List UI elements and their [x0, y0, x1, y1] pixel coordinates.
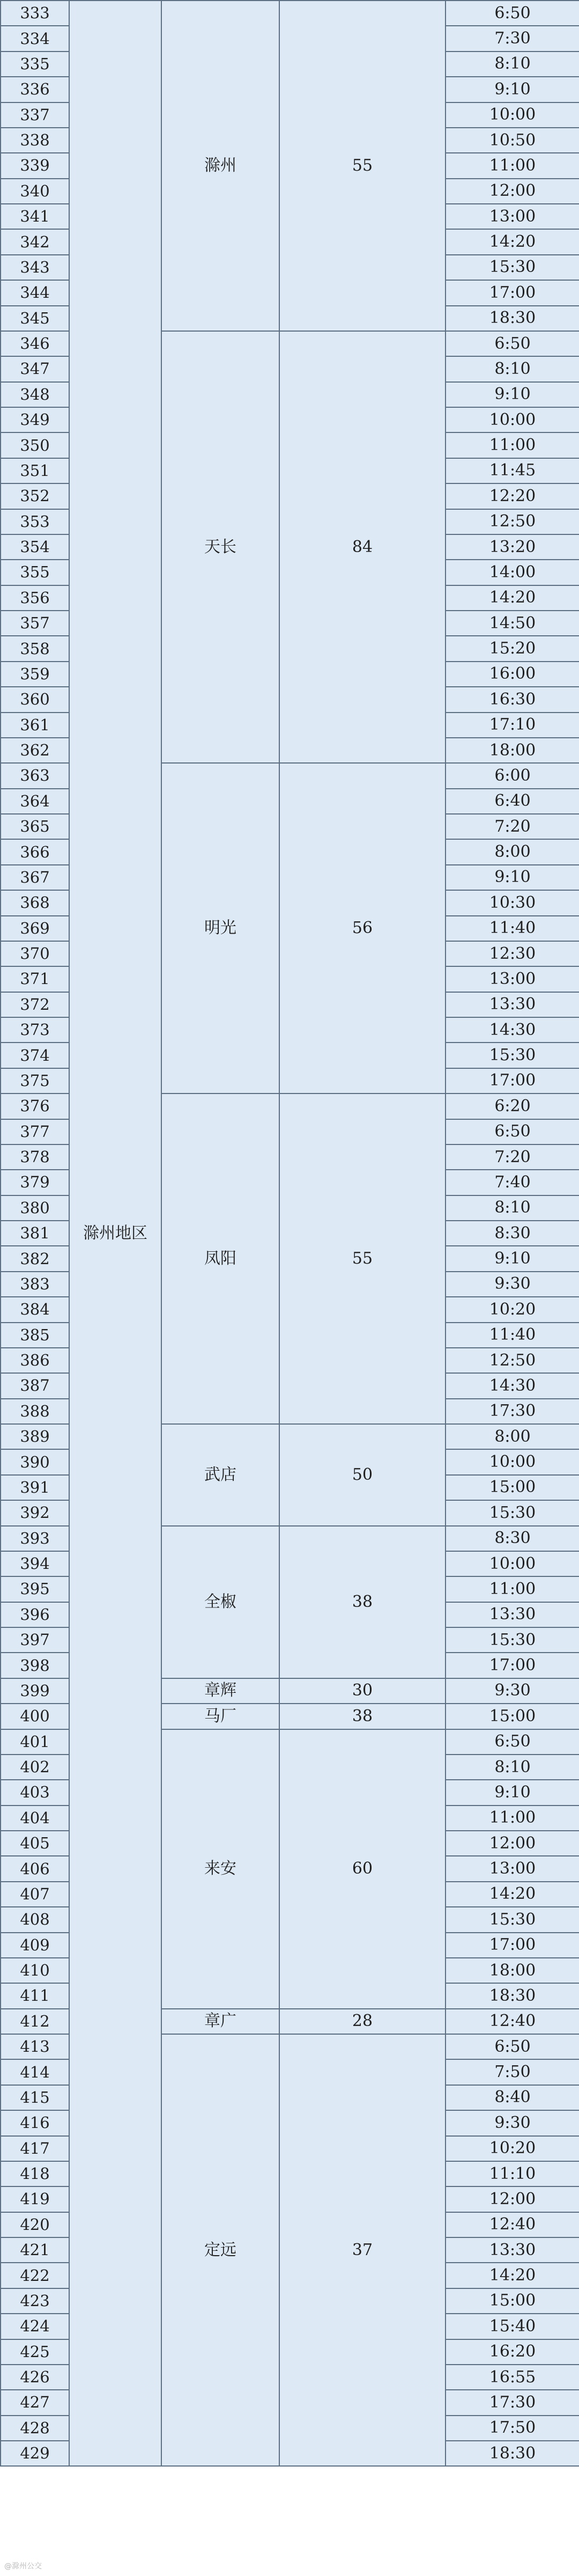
departure-time-cell: 15:00 — [446, 1475, 579, 1500]
route-number-cell: 364 — [1, 789, 69, 814]
route-number-cell: 361 — [1, 713, 69, 738]
route-number-cell: 402 — [1, 1755, 69, 1780]
departure-time-cell: 10:00 — [446, 102, 579, 128]
route-number-cell: 363 — [1, 763, 69, 788]
departure-time-cell: 17:30 — [446, 2390, 579, 2415]
route-number-cell: 336 — [1, 77, 69, 102]
departure-time-cell: 12:40 — [446, 2212, 579, 2237]
departure-time-cell: 11:00 — [446, 1576, 579, 1602]
route-number-cell: 372 — [1, 992, 69, 1017]
route-number-cell: 368 — [1, 890, 69, 915]
route-number-cell: 419 — [1, 2186, 69, 2212]
route-number-cell: 360 — [1, 687, 69, 712]
departure-time-cell: 12:00 — [446, 179, 579, 204]
route-number-cell: 403 — [1, 1780, 69, 1805]
route-number-cell: 342 — [1, 229, 69, 254]
fare-cell: 55 — [279, 1093, 446, 1424]
route-number-cell: 356 — [1, 585, 69, 611]
route-number-cell: 355 — [1, 560, 69, 585]
departure-time-cell: 9:30 — [446, 1272, 579, 1297]
route-number-cell: 376 — [1, 1093, 69, 1119]
route-number-cell: 420 — [1, 2212, 69, 2237]
departure-time-cell: 9:10 — [446, 1780, 579, 1805]
route-number-cell: 345 — [1, 306, 69, 331]
departure-time-cell: 15:00 — [446, 2288, 579, 2314]
departure-time-cell: 18:30 — [446, 306, 579, 331]
route-number-cell: 347 — [1, 356, 69, 381]
departure-time-cell: 18:30 — [446, 1983, 579, 2008]
route-number-cell: 371 — [1, 966, 69, 992]
route-number-cell: 404 — [1, 1806, 69, 1831]
departure-time-cell: 14:30 — [446, 1373, 579, 1398]
departure-time-cell: 13:00 — [446, 1856, 579, 1881]
destination-cell: 天长 — [161, 331, 279, 763]
departure-time-cell: 8:10 — [446, 52, 579, 77]
departure-time-cell: 8:10 — [446, 1755, 579, 1780]
departure-time-cell: 10:20 — [446, 1297, 579, 1322]
departure-time-cell: 11:45 — [446, 458, 579, 483]
departure-time-cell: 18:00 — [446, 738, 579, 763]
departure-time-cell: 13:30 — [446, 992, 579, 1017]
route-number-cell: 424 — [1, 2314, 69, 2339]
route-number-cell: 333 — [1, 1, 69, 26]
route-number-cell: 387 — [1, 1373, 69, 1398]
destination-cell: 马厂 — [161, 1704, 279, 1729]
route-number-cell: 411 — [1, 1983, 69, 2008]
route-number-cell: 359 — [1, 662, 69, 687]
fare-cell: 38 — [279, 1526, 446, 1678]
departure-time-cell: 6:40 — [446, 789, 579, 814]
route-number-cell: 429 — [1, 2441, 69, 2466]
departure-time-cell: 16:30 — [446, 687, 579, 712]
route-number-cell: 375 — [1, 1068, 69, 1093]
departure-time-cell: 15:30 — [446, 1500, 579, 1525]
route-number-cell: 366 — [1, 839, 69, 864]
route-number-cell: 421 — [1, 2237, 69, 2263]
departure-time-cell: 16:20 — [446, 2339, 579, 2365]
departure-time-cell: 9:30 — [446, 2110, 579, 2135]
route-number-cell: 377 — [1, 1119, 69, 1144]
destination-cell: 全椒 — [161, 1526, 279, 1678]
departure-time-cell: 15:30 — [446, 1907, 579, 1932]
route-number-cell: 394 — [1, 1551, 69, 1576]
departure-time-cell: 11:10 — [446, 2161, 579, 2186]
route-number-cell: 351 — [1, 458, 69, 483]
departure-time-cell: 9:10 — [446, 77, 579, 102]
fare-cell: 30 — [279, 1678, 446, 1704]
route-number-cell: 381 — [1, 1221, 69, 1246]
route-number-cell: 378 — [1, 1144, 69, 1170]
departure-time-cell: 6:50 — [446, 1119, 579, 1144]
departure-time-cell: 14:20 — [446, 2263, 579, 2288]
departure-time-cell: 6:50 — [446, 1, 579, 26]
route-number-cell: 335 — [1, 52, 69, 77]
route-number-cell: 369 — [1, 916, 69, 941]
departure-time-cell: 14:00 — [446, 560, 579, 585]
departure-time-cell: 11:00 — [446, 1806, 579, 1831]
departure-time-cell: 10:30 — [446, 890, 579, 915]
route-number-cell: 390 — [1, 1449, 69, 1474]
departure-time-cell: 9:10 — [446, 382, 579, 407]
destination-cell: 定远 — [161, 2034, 279, 2466]
departure-time-cell: 15:30 — [446, 255, 579, 280]
route-number-cell: 343 — [1, 255, 69, 280]
route-number-cell: 374 — [1, 1043, 69, 1068]
route-number-cell: 391 — [1, 1475, 69, 1500]
route-number-cell: 349 — [1, 407, 69, 432]
departure-time-cell: 8:30 — [446, 1526, 579, 1551]
departure-time-cell: 9:10 — [446, 865, 579, 890]
route-number-cell: 348 — [1, 382, 69, 407]
departure-time-cell: 11:00 — [446, 432, 579, 458]
destination-cell: 武店 — [161, 1424, 279, 1526]
route-number-cell: 423 — [1, 2288, 69, 2314]
route-number-cell: 357 — [1, 611, 69, 636]
route-number-cell: 389 — [1, 1424, 69, 1449]
departure-time-cell: 10:20 — [446, 2136, 579, 2161]
departure-time-cell: 6:20 — [446, 1093, 579, 1119]
route-number-cell: 373 — [1, 1017, 69, 1043]
departure-time-cell: 14:50 — [446, 611, 579, 636]
route-number-cell: 393 — [1, 1526, 69, 1551]
departure-time-cell: 8:10 — [446, 356, 579, 381]
route-number-cell: 383 — [1, 1272, 69, 1297]
route-number-cell: 405 — [1, 1831, 69, 1856]
route-number-cell: 392 — [1, 1500, 69, 1525]
departure-time-cell: 11:40 — [446, 1323, 579, 1348]
route-number-cell: 346 — [1, 331, 69, 356]
departure-time-cell: 8:00 — [446, 839, 579, 864]
departure-time-cell: 14:20 — [446, 585, 579, 611]
departure-time-cell: 11:40 — [446, 916, 579, 941]
departure-time-cell: 18:00 — [446, 1958, 579, 1983]
route-number-cell: 408 — [1, 1907, 69, 1932]
departure-time-cell: 7:30 — [446, 26, 579, 51]
departure-time-cell: 9:10 — [446, 1246, 579, 1271]
route-number-cell: 398 — [1, 1653, 69, 1678]
departure-time-cell: 13:00 — [446, 966, 579, 992]
departure-time-cell: 16:55 — [446, 2365, 579, 2390]
route-number-cell: 396 — [1, 1602, 69, 1627]
departure-time-cell: 6:50 — [446, 1729, 579, 1755]
destination-cell: 凤阳 — [161, 1093, 279, 1424]
route-number-cell: 339 — [1, 153, 69, 178]
route-number-cell: 382 — [1, 1246, 69, 1271]
route-number-cell: 379 — [1, 1170, 69, 1195]
route-number-cell: 414 — [1, 2059, 69, 2085]
departure-time-cell: 12:50 — [446, 1348, 579, 1373]
departure-time-cell: 15:00 — [446, 1704, 579, 1729]
departure-time-cell: 17:50 — [446, 2416, 579, 2441]
route-number-cell: 384 — [1, 1297, 69, 1322]
departure-time-cell: 15:40 — [446, 2314, 579, 2339]
departure-time-cell: 12:50 — [446, 509, 579, 534]
departure-time-cell: 17:10 — [446, 713, 579, 738]
departure-time-cell: 6:00 — [446, 763, 579, 788]
route-number-cell: 428 — [1, 2416, 69, 2441]
route-number-cell: 400 — [1, 1704, 69, 1729]
route-number-cell: 350 — [1, 432, 69, 458]
route-number-cell: 415 — [1, 2085, 69, 2110]
route-number-cell: 370 — [1, 941, 69, 966]
departure-time-cell: 10:00 — [446, 1551, 579, 1576]
departure-time-cell: 13:30 — [446, 1602, 579, 1627]
route-number-cell: 410 — [1, 1958, 69, 1983]
route-number-cell: 380 — [1, 1195, 69, 1221]
fare-cell: 56 — [279, 763, 446, 1093]
route-number-cell: 352 — [1, 483, 69, 509]
departure-time-cell: 13:30 — [446, 2237, 579, 2263]
route-number-cell: 354 — [1, 534, 69, 560]
route-number-cell: 334 — [1, 26, 69, 51]
departure-time-cell: 10:50 — [446, 128, 579, 153]
route-number-cell: 425 — [1, 2339, 69, 2365]
route-number-cell: 395 — [1, 1576, 69, 1602]
departure-time-cell: 18:30 — [446, 2441, 579, 2466]
route-number-cell: 337 — [1, 102, 69, 128]
route-number-cell: 367 — [1, 865, 69, 890]
fare-cell: 50 — [279, 1424, 446, 1526]
destination-cell: 章辉 — [161, 1678, 279, 1704]
departure-time-cell: 7:20 — [446, 814, 579, 839]
departure-time-cell: 13:20 — [446, 534, 579, 560]
departure-time-cell: 13:00 — [446, 204, 579, 229]
route-number-cell: 413 — [1, 2034, 69, 2059]
route-number-cell: 386 — [1, 1348, 69, 1373]
fare-cell: 38 — [279, 1704, 446, 1729]
route-number-cell: 412 — [1, 2009, 69, 2034]
departure-time-cell: 12:40 — [446, 2009, 579, 2034]
departure-time-cell: 8:00 — [446, 1424, 579, 1449]
departure-time-cell: 17:00 — [446, 280, 579, 305]
departure-time-cell: 7:20 — [446, 1144, 579, 1170]
destination-cell: 明光 — [161, 763, 279, 1093]
departure-time-cell: 8:10 — [446, 1195, 579, 1221]
departure-time-cell: 12:00 — [446, 1831, 579, 1856]
route-number-cell: 422 — [1, 2263, 69, 2288]
fare-cell: 37 — [279, 2034, 446, 2466]
departure-time-cell: 17:00 — [446, 1068, 579, 1093]
destination-cell: 滁州 — [161, 1, 279, 331]
departure-time-cell: 10:00 — [446, 1449, 579, 1474]
route-number-cell: 338 — [1, 128, 69, 153]
departure-time-cell: 17:00 — [446, 1653, 579, 1678]
route-number-cell: 427 — [1, 2390, 69, 2415]
watermark-text: @滁州公交 — [4, 2562, 42, 2571]
departure-time-cell: 12:30 — [446, 941, 579, 966]
departure-time-cell: 11:00 — [446, 153, 579, 178]
departure-time-cell: 17:30 — [446, 1399, 579, 1424]
departure-time-cell: 12:20 — [446, 483, 579, 509]
fare-cell: 28 — [279, 2009, 446, 2034]
route-number-cell: 401 — [1, 1729, 69, 1755]
departure-time-cell: 12:00 — [446, 2186, 579, 2212]
departure-time-cell: 6:50 — [446, 331, 579, 356]
departure-time-cell: 7:40 — [446, 1170, 579, 1195]
route-number-cell: 409 — [1, 1933, 69, 1958]
departure-time-cell: 9:30 — [446, 1678, 579, 1704]
fare-cell: 84 — [279, 331, 446, 763]
departure-time-cell: 14:20 — [446, 1882, 579, 1907]
fare-cell: 55 — [279, 1, 446, 331]
route-number-cell: 399 — [1, 1678, 69, 1704]
route-number-cell: 353 — [1, 509, 69, 534]
route-number-cell: 388 — [1, 1399, 69, 1424]
route-number-cell: 407 — [1, 1882, 69, 1907]
table-row — [1, 1, 579, 26]
schedule-body — [1, 1, 579, 2466]
route-number-cell: 416 — [1, 2110, 69, 2135]
departure-time-cell: 17:00 — [446, 1933, 579, 1958]
route-number-cell: 358 — [1, 636, 69, 661]
route-number-cell: 418 — [1, 2161, 69, 2186]
departure-time-cell: 14:20 — [446, 229, 579, 254]
departure-time-cell: 15:20 — [446, 636, 579, 661]
route-number-cell: 362 — [1, 738, 69, 763]
departure-time-cell: 15:30 — [446, 1627, 579, 1653]
route-number-cell: 340 — [1, 179, 69, 204]
departure-time-cell: 8:40 — [446, 2085, 579, 2110]
fare-cell: 60 — [279, 1729, 446, 2009]
route-number-cell: 426 — [1, 2365, 69, 2390]
route-number-cell: 385 — [1, 1323, 69, 1348]
route-number-cell: 344 — [1, 280, 69, 305]
route-number-cell: 417 — [1, 2136, 69, 2161]
departure-time-cell: 7:50 — [446, 2059, 579, 2085]
departure-time-cell: 10:00 — [446, 407, 579, 432]
departure-time-cell: 15:30 — [446, 1043, 579, 1068]
route-number-cell: 341 — [1, 204, 69, 229]
route-number-cell: 397 — [1, 1627, 69, 1653]
route-number-cell: 406 — [1, 1856, 69, 1881]
departure-time-cell: 8:30 — [446, 1221, 579, 1246]
departure-time-cell: 14:30 — [446, 1017, 579, 1043]
region-cell: 滁州地区 — [69, 1, 161, 2466]
departure-time-cell: 6:50 — [446, 2034, 579, 2059]
destination-cell: 来安 — [161, 1729, 279, 2009]
destination-cell: 章广 — [161, 2009, 279, 2034]
route-number-cell: 365 — [1, 814, 69, 839]
departure-time-cell: 16:00 — [446, 662, 579, 687]
